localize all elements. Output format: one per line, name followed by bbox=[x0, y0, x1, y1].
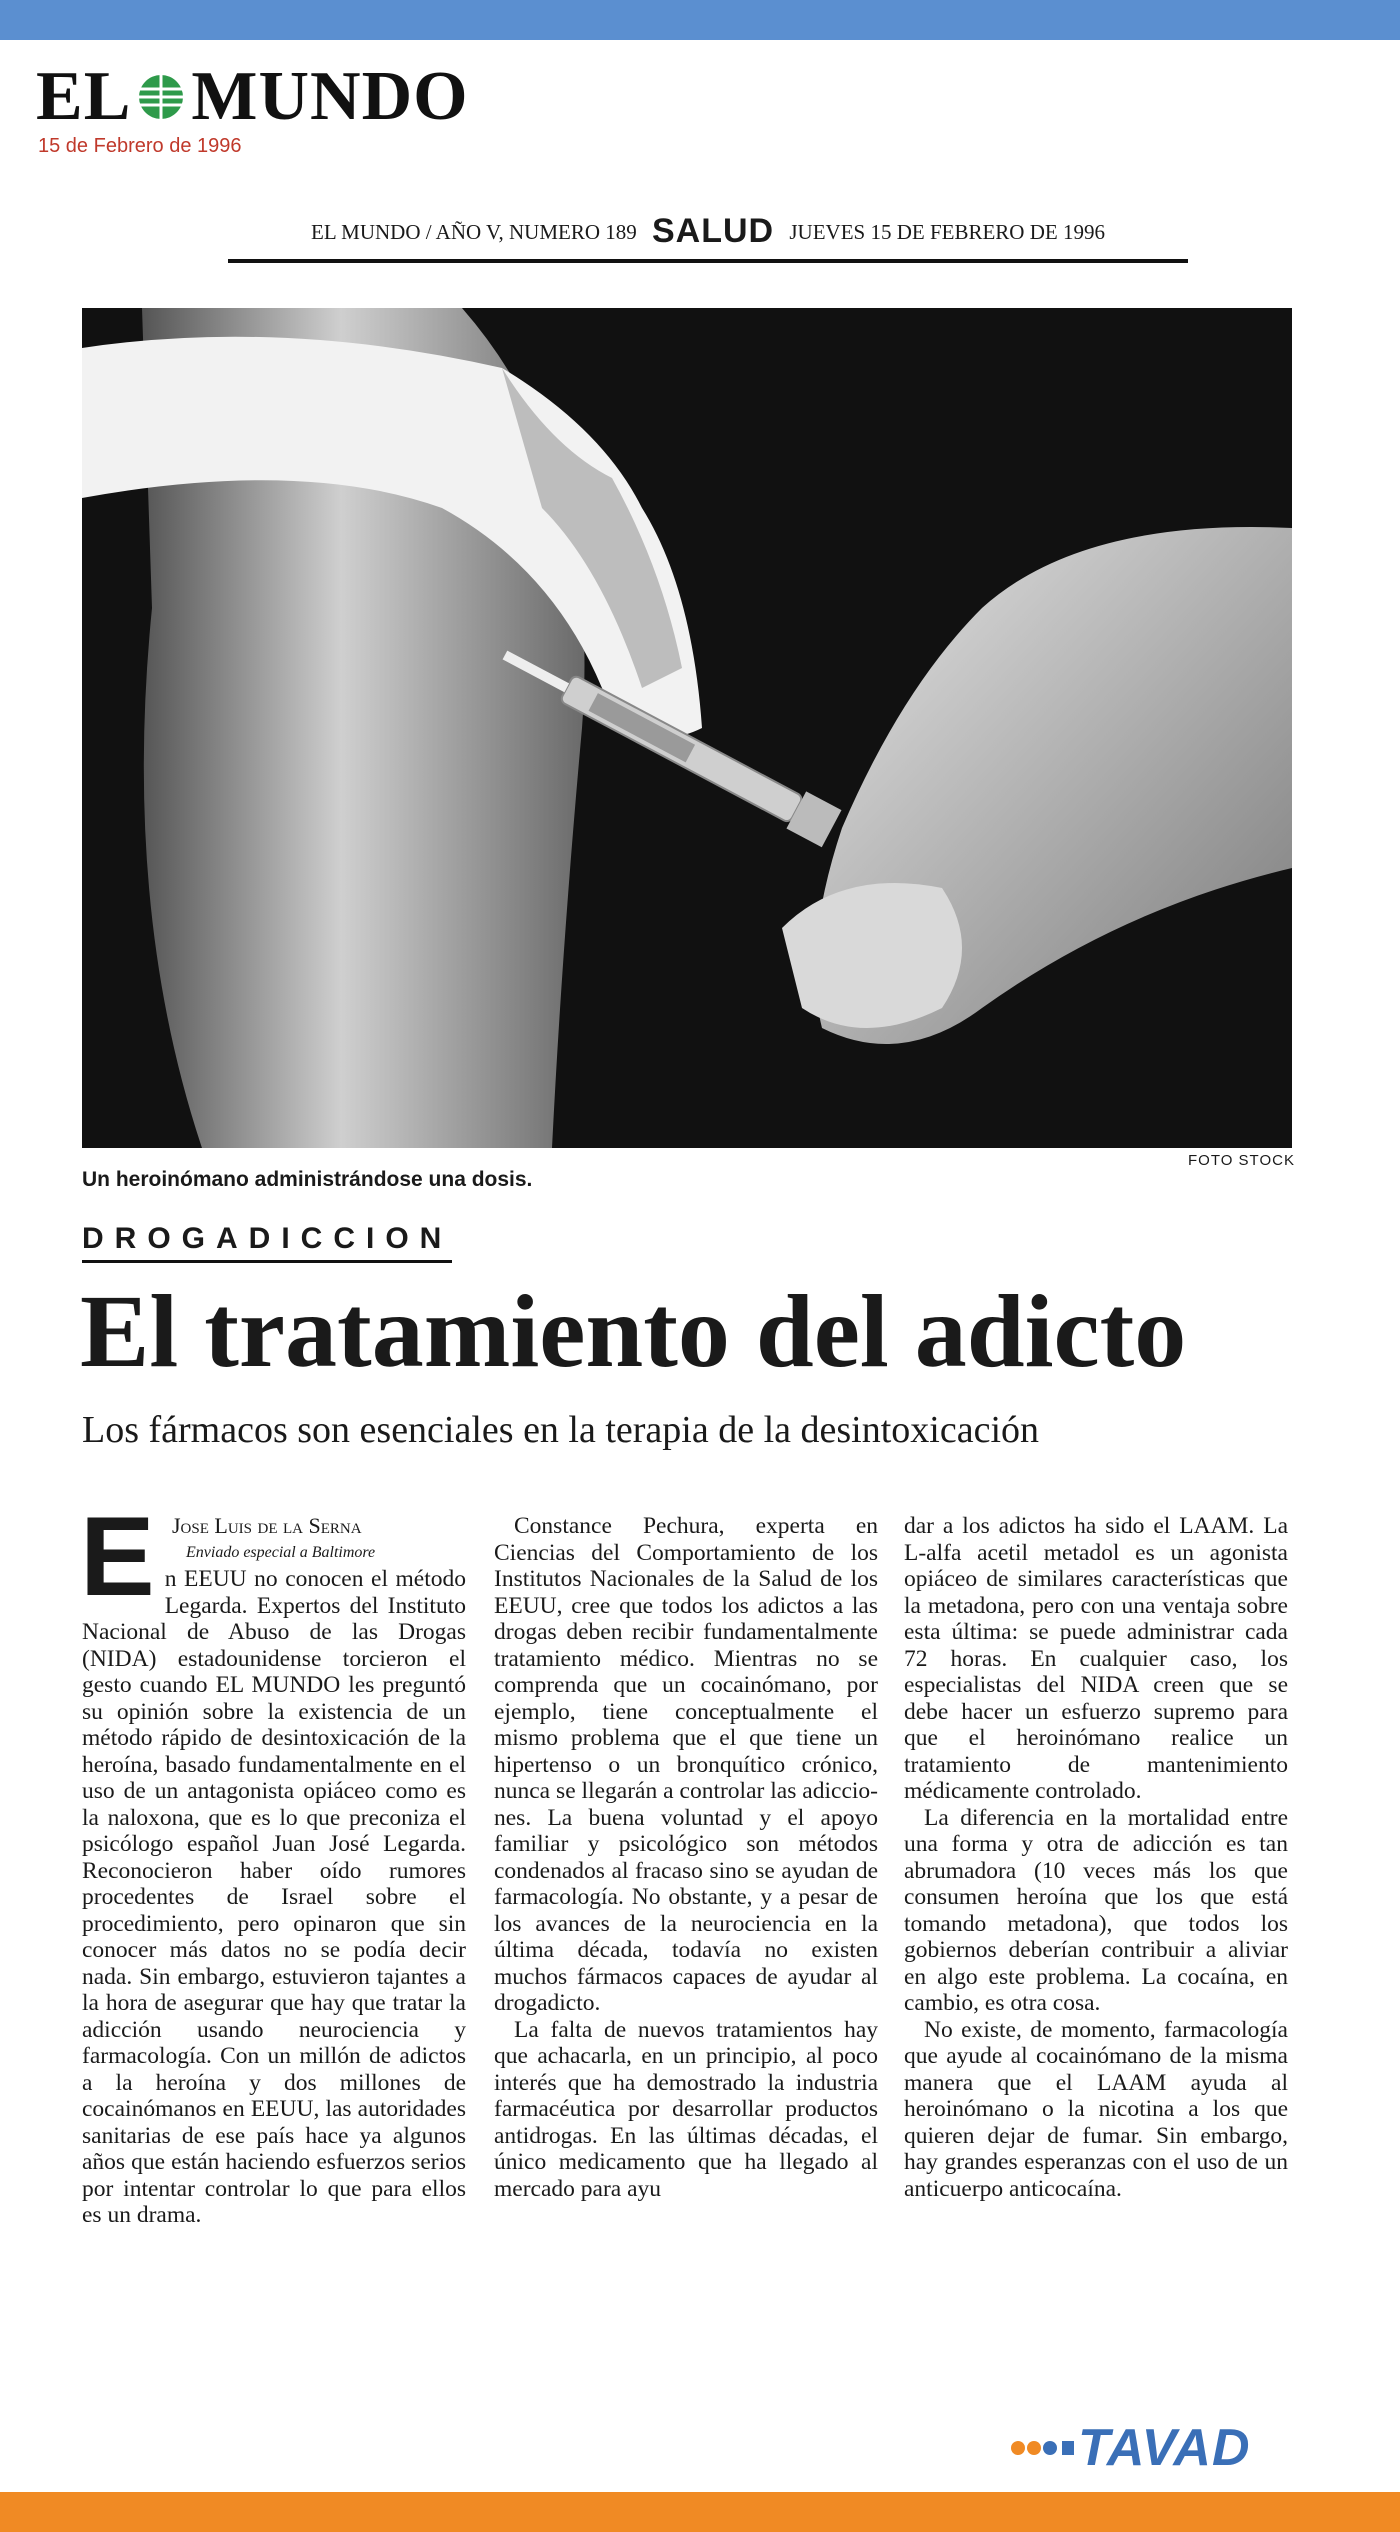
masthead-section: SALUD bbox=[652, 212, 775, 250]
tavad-dots-icon bbox=[1010, 2433, 1078, 2463]
globe-icon bbox=[135, 71, 187, 123]
tavad-logo bbox=[1010, 2418, 1251, 2478]
masthead-left: EL MUNDO / AÑO V, NUMERO 189 bbox=[311, 220, 637, 244]
drop-cap: E bbox=[80, 1494, 155, 1619]
paragraph: La diferencia en la mortalidad entre una forma y otra de adicción es tan abrumadora (10 veces más los que consumen heroína que los que está tomando metadona), que todos los gobiernos deberían contribuir a aliviar en algo este problema. La cocaína, en cambio, es otra cosa. bbox=[904, 1804, 1288, 2016]
newspaper-logo bbox=[36, 58, 469, 135]
masthead-right: JUEVES 15 DE FEBRERO DE 1996 bbox=[789, 220, 1105, 244]
paragraph: La falta de nuevos tratamientos hay que achacarla, en un principio, al poco interés que ha demostrado la industria farmacéutica por desarrollar productos antidrogas. En las últimas décadas, el único medicamento que ha llegado al mercado para ayu bbox=[494, 2016, 878, 2202]
section-label: DROGADICCION bbox=[82, 1222, 452, 1263]
issue-date: 15 de Febrero de 1996 bbox=[38, 135, 242, 157]
paragraph: No existe, de momento, farmacología que ayude al cocainómano de la misma manera que el LAAM ayuda al heroinómano o la nicotina a los que quieren dejar de fumar. Sin embargo, hay grandes esperanzas con el uso de un anticuerpo anticocaína. bbox=[904, 2016, 1288, 2202]
tavad-brand: TAVAD bbox=[1078, 2419, 1251, 2477]
article-column-2 bbox=[494, 1513, 878, 2202]
article-headline: El tratamiento del adicto bbox=[80, 1274, 1187, 1389]
byline: Jose Luis de la Serna bbox=[172, 1513, 362, 1538]
article-photo bbox=[82, 308, 1292, 1148]
photo-caption: Un heroinómano administrándose una dosis. bbox=[82, 1168, 533, 1191]
article-column-1 bbox=[80, 1494, 466, 2229]
paragraph: n EEUU no conocen el método Legarda. Expertos del Instituto Nacional de Abuso de las Drogas (NIDA) estadounidense torcieron el gesto cuando EL MUNDO les preguntó su opinión sobre la existencia de un método rápido de desintoxicación de la heroína, basado fundamentalmente en el uso de un antagonista opiáceo como es la naloxona, que es lo que preconiza el psicólogo español Juan José Legarda. Reconocieron haber oído rumores procedentes de Israel sobre el procedimiento, pero opinaron que sin conocer más datos no se podía decir nada. Sin embargo, estuvieron tajantes a la hora de asegurar que hay que tratar la adicción usando neurociencia y farmacología. Con un millón de adictos a la heroína y dos millones de cocainómanos en EEUU, las autoridades sanitarias de ese país hace ya algunos años que están haciendo esfuerzos serios por intentar controlar lo que para ellos es un drama. bbox=[82, 1566, 466, 2228]
page-masthead bbox=[228, 212, 1188, 263]
paragraph: Constance Pechura, experta en Ciencias del Comportamiento de los Institutos Nacionales de la Salud de los EEUU, cree que todos los adictos a las drogas deben recibir fundamentalmente tratamiento médico. Mientras no se comprenda que un cocainómano, por ejemplo, tiene conceptualmente el mismo problema que el que tiene un hipertenso o un bronquítico crónico, nunca se llegarán a controlar las adicciones. La buena voluntad y el apoyo familiar y psicológico son métodos condenados al fracaso sino se ayudan de farmacología. No obstante, y a pesar de los avances de la neurociencia en la última década, todavía no existen muchos fármacos capaces de ayudar al drogadicto. bbox=[494, 1513, 878, 2016]
article-column-3 bbox=[904, 1513, 1288, 2202]
bottom-color-bar bbox=[0, 2492, 1400, 2532]
top-color-bar bbox=[0, 0, 1400, 40]
logo-text-right: MUNDO bbox=[191, 58, 469, 135]
article-subheadline: Los fármacos son esenciales en la terapia de la desintoxicación bbox=[82, 1409, 1039, 1451]
logo-text-left: EL bbox=[36, 58, 132, 135]
paragraph: dar a los adictos ha sido el LAAM. La L-alfa acetil metadol es un agonista opiáceo de similares características que la metadona, pero con una ventaja sobre esta última: se puede administrar cada 72 horas. En cualquier caso, los especialistas del NIDA creen que se debe hacer un esfuerzo supremo para que el heroinómano realice un tratamiento de mantenimiento médicamente controlado. bbox=[904, 1513, 1288, 1804]
injection-photo-illustration bbox=[82, 308, 1292, 1148]
byline-role: Enviado especial a Baltimore bbox=[186, 1543, 376, 1561]
photo-credit: FOTO STOCK bbox=[1188, 1152, 1295, 1169]
